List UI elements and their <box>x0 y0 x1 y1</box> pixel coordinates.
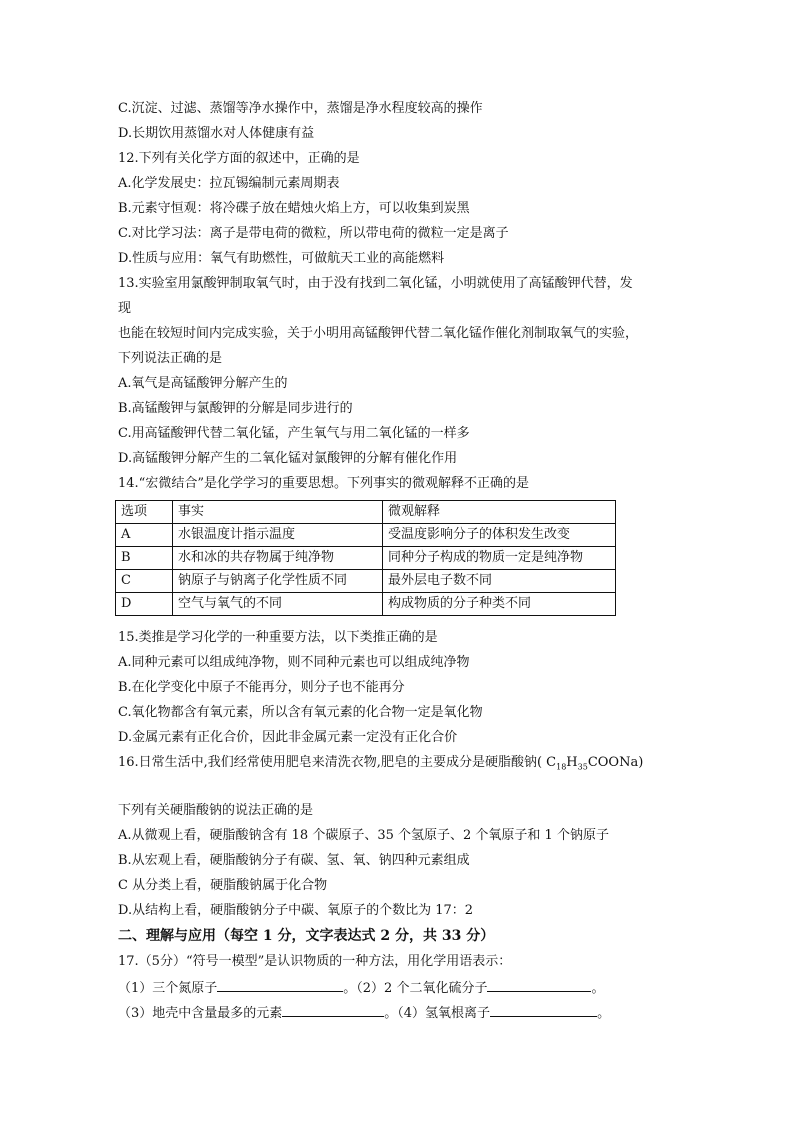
formula-rest: COONa <box>587 755 639 770</box>
answer-blank-1[interactable] <box>217 979 343 992</box>
table-header-cell: 微观解释 <box>383 501 616 524</box>
table-row <box>116 570 616 593</box>
table-row <box>116 593 616 616</box>
q11-option-d: D.长期饮用蒸馏水对人体健康有益 <box>118 126 315 141</box>
q15-option-a: A.同种元素可以组成纯净物，则不同种元素也可以组成纯净物 <box>118 655 470 670</box>
q12-option-a: A.化学发展史：拉瓦锡编制元素周期表 <box>118 176 340 191</box>
q12-option-d: D.性质与应用：氧气有助燃性，可做航天工业的高能燃料 <box>118 251 445 266</box>
table-cell: 水银温度计指示温度 <box>173 524 383 547</box>
q17-part3-label: （3）地壳中含量最多的元素 <box>118 1006 283 1021</box>
q17-line2 <box>118 1004 610 1022</box>
table-row <box>116 547 616 570</box>
table-header-cell: 事实 <box>173 501 383 524</box>
q17-part4-label: 。（4）氢氧根离子 <box>384 1006 491 1021</box>
table-cell: 最外层电子数不同 <box>383 570 616 593</box>
q16-option-d: D.从结构上看，硬脂酸钠分子中碳、氧原子的个数比为 17：2 <box>118 903 474 918</box>
q16-option-a: A.从微观上看，硬脂酸钠含有 18 个碳原子、35 个氢原子、2 个氧原子和 1 个钠原子 <box>118 828 609 843</box>
q14-stem: 14.“宏微结合”是化学学习的重要思想。下列事实的微观解释不正确的是 <box>118 476 529 491</box>
q15-option-b: B.在化学变化中原子不能再分，则分子也不能再分 <box>118 680 405 695</box>
table-cell: 钠原子与钠离子化学性质不同 <box>173 570 383 593</box>
table-cell: 空气与氧气的不同 <box>173 593 383 616</box>
q17-part4-end: 。 <box>597 1006 611 1021</box>
q14-table <box>115 500 616 616</box>
q13-option-b: B.高锰酸钾与氯酸钾的分解是同步进行的 <box>118 401 353 416</box>
q15-option-c: C.氧化物都含有氧元素，所以含有氧元素的化合物一定是氧化物 <box>118 705 483 720</box>
q17-line1 <box>118 979 604 997</box>
q12-option-c: C.对比学习法：离子是带电荷的微粒，所以带电荷的微粒一定是离子 <box>118 226 509 241</box>
section-title: 二、理解与应用（每空 1 分，文字表达式 2 分，共 33 分） <box>118 928 495 944</box>
q16-option-b: B.从宏观上看，硬脂酸钠分子有碳、氢、氧、钠四种元素组成 <box>118 853 470 868</box>
q11-option-c: C.沉淀、过滤、蒸馏等净水操作中，蒸馏是净水程度较高的操作 <box>118 101 483 116</box>
table-cell: 构成物质的分子种类不同 <box>383 593 616 616</box>
table-header-cell: 选项 <box>116 501 173 524</box>
formula-18: 18 <box>556 762 567 772</box>
q12-stem: 12.下列有关化学方面的叙述中，正确的是 <box>118 151 360 166</box>
q16-stem-line2: 下列有关硬脂酸钠的说法正确的是 <box>118 803 314 818</box>
q16-stem-text: 16.日常生活中,我们经常使用肥皂来清洗衣物,肥皂的主要成分是硬脂酸钠( <box>118 755 543 770</box>
q16-stem-close: ) <box>638 755 644 770</box>
q17-stem: 17.（5分）“符号一模型”是认识物质的一种方法，用化学用语表示： <box>118 954 512 969</box>
q17-part1-label: （1）三个氮原子 <box>118 981 218 996</box>
q13-option-d: D.高锰酸钾分解产生的二氧化锰对氯酸钾的分解有催化作用 <box>118 451 458 466</box>
table-cell: 受温度影响分子的体积发生改变 <box>383 524 616 547</box>
answer-blank-4[interactable] <box>490 1004 597 1017</box>
table-cell: A <box>116 524 173 547</box>
q13-stem-line4: 下列说法正确的是 <box>118 351 223 366</box>
q15-stem: 15.类推是学习化学的一种重要方法，以下类推正确的是 <box>118 630 438 645</box>
table-row <box>116 524 616 547</box>
formula-35: 35 <box>577 762 588 772</box>
table-header-row <box>116 501 616 524</box>
q16-stem <box>118 755 643 776</box>
q13-option-a: A.氧气是高锰酸钾分解产生的 <box>118 376 288 391</box>
table-cell: 同种分子构成的物质一定是纯净物 <box>383 547 616 570</box>
q13-stem-line1: 13.实验室用氯酸钾制取氧气时，由于没有找到二氧化锰，小明就使用了高锰酸钾代替，发 <box>118 276 633 291</box>
table-cell: 水和冰的共存物属于纯净物 <box>173 547 383 570</box>
q17-part2-label: 。（2）2 个二氧化硫分子 <box>343 981 488 996</box>
answer-blank-3[interactable] <box>282 1004 384 1017</box>
q13-stem-line3: 也能在较短时间内完成实验，关于小明用高锰酸钾代替二氧化锰作催化剂制取氧气的实验， <box>118 326 639 341</box>
q15-option-d: D.金属元素有正化合价，因此非金属元素一定没有正化合价 <box>118 730 458 745</box>
q16-option-c: C 从分类上看，硬脂酸钠属于化合物 <box>118 878 328 893</box>
formula-c: C <box>546 755 557 770</box>
table-cell: D <box>116 593 173 616</box>
formula-h: H <box>566 755 578 770</box>
table-cell: C <box>116 570 173 593</box>
answer-blank-2[interactable] <box>487 979 591 992</box>
table-cell: B <box>116 547 173 570</box>
q12-option-b: B.元素守恒观：将冷碟子放在蜡烛火焰上方，可以收集到炭黑 <box>118 201 470 216</box>
q13-stem-line2: 现 <box>118 301 132 316</box>
q13-option-c: C.用高锰酸钾代替二氧化锰，产生氧气与用二氧化锰的一样多 <box>118 426 470 441</box>
q17-part2-end: 。 <box>591 981 605 996</box>
